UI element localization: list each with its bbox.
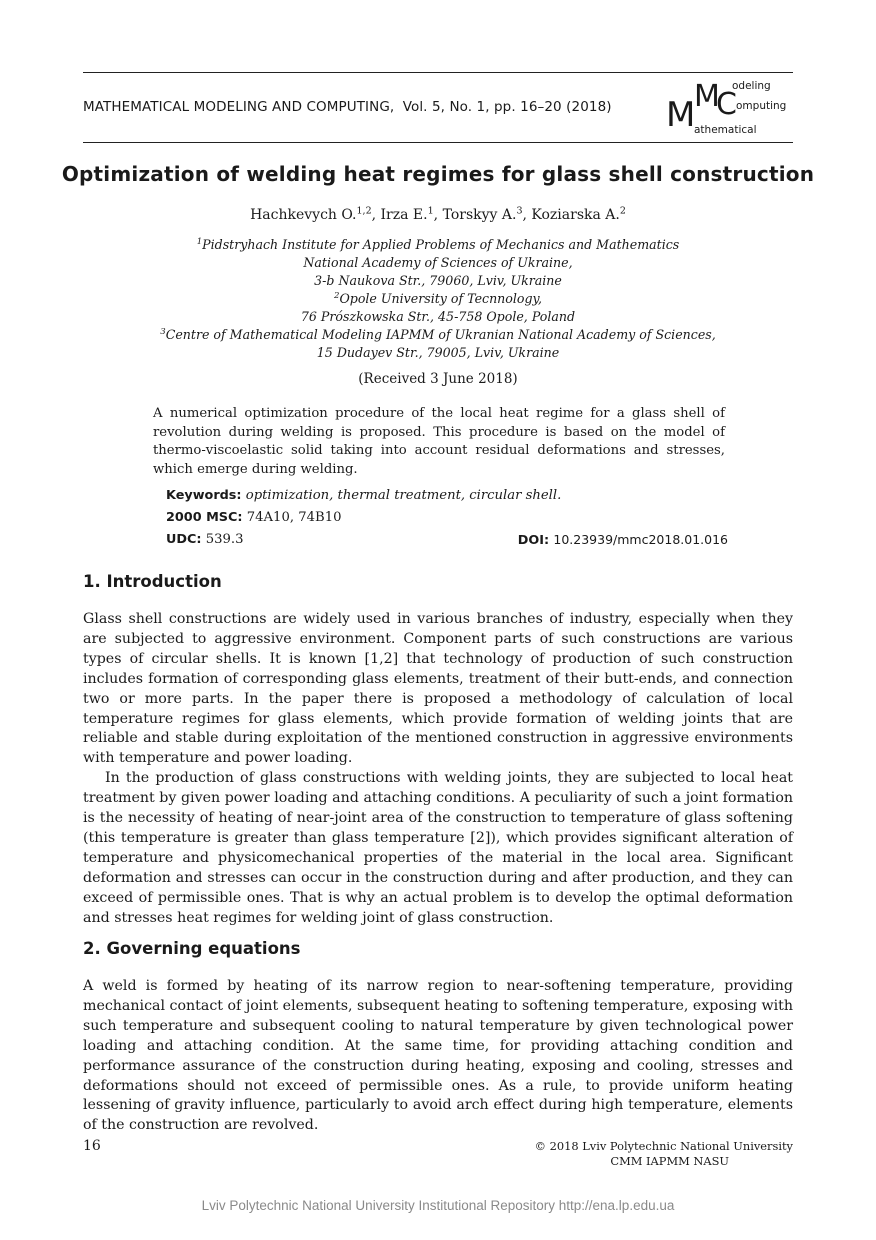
section-heading-introduction: 1. Introduction (83, 572, 222, 591)
affiliation-line: 15 Dudayev Str., 79005, Lviv, Ukraine (316, 345, 560, 360)
affiliation-line (0, 290, 876, 308)
journal-volume: Vol. 5, No. 1, pp. 16–20 (2018) (402, 99, 612, 115)
author-affil-sup: 1 (427, 205, 434, 217)
doi-link[interactable]: 10.23939/mmc2018.01.016 (553, 532, 728, 547)
header-bottom-rule (83, 142, 793, 143)
logo-word-odeling: odeling (732, 80, 771, 92)
affiliation-line: 3-b Naukova Str., 79060, Lviv, Ukraine (314, 273, 562, 288)
udc-label: UDC: (166, 532, 202, 547)
affiliation-line (0, 326, 876, 344)
author-list: Hachkevych O.$^{1,2}$, Irza E.$^1$, Torskyy A.$^3$, Koziarska A.$^2$ (250, 205, 626, 223)
affiliation-sup: 1 (196, 236, 203, 247)
journal-name: MATHEMATICAL MODELING AND COMPUTING, (83, 99, 395, 115)
mmc-logo (664, 78, 794, 140)
logo-word-omputing: omputing (736, 100, 787, 112)
doi-row (518, 529, 728, 552)
affiliation-line: National Academy of Sciences of Ukraine, (303, 255, 573, 270)
abstract: A numerical optimization procedure of the local heat regime for a glass shell of revolution during welding is proposed. This procedure is based on the model of thermo-viscoelastic solid taking into account residual deformations and stresses, which emerge during welding. (153, 406, 725, 477)
affiliation-text: Opole University of Tecnnology, (339, 291, 542, 306)
author-affil-sup: 3 (516, 205, 523, 217)
affiliations (0, 236, 876, 362)
author-name: Irza E. (380, 207, 428, 223)
author-name: Hachkevych O. (250, 207, 357, 223)
paragraph: A weld is formed by heating of its narrow region to near-softening temperature, providing mechanical contact of joint elements, subsequent heating to softening temperature, exposing with such temperature and subsequent cooling to natural temperature by given technological power loading and attaching condition. At the same time, for providing attaching condition and performance assurance of the construction during heating, exposing and cooling, stresses and deformations should not exceed of permissible ones. As a rule, to provide uniform heating lessening of gravity influence, particularly to avoid arch effect during high temperature, elements of the construction are revolved. (83, 978, 793, 1134)
received-date: (Received 3 June 2018) (358, 371, 518, 387)
keywords-label: Keywords: (166, 488, 242, 503)
section-body-governing-equations (83, 977, 793, 1136)
copyright-notice (535, 1139, 793, 1169)
paragraph: Glass shell constructions are widely used in various branches of industry, especially when they are subjected to aggressive environment. Component parts of such constructions are various types of circular shells. It is known [1,2] that technology of production of such construction includes formation of corresponding glass elements, treatment of their butt-ends, and connection two or more parts. In the paper there is proposed a methodology of calculation of local temperature regimes for glass elements, which provide formation of welding joints that are reliable and stable during exploitation of the mentioned construction in aggressive environments with temperature and power loading. (83, 611, 793, 767)
paragraph: In the production of glass constructions with welding joints, they are subjected to local heat treatment by given power loading and attaching conditions. A peculiarity of such a joint formation is the necessity of heating of near-joint area of the construction to temperature of glass softening (this temperature is greater than glass temperature [2]), which provides significant alteration of temperature and physicomechanical properties of the material in the local area. Significant deformation and stresses can occur in the construction during and after production, and they can exceed of permissible ones. That is why an actual problem is to develop the optimal deformation and stresses heat regimes for welding joint of glass construction. (83, 770, 793, 926)
affiliation-sup: 3 (160, 326, 166, 337)
author-name: Koziarska A. (531, 207, 620, 223)
copyright-line: CMM IAPMM NASU (610, 1154, 729, 1168)
logo-letter-m-large: M (666, 95, 696, 135)
logo-word-athematical: athematical (694, 124, 757, 136)
affiliation-line: 76 Prószkowska Str., 45-758 Opole, Poland (300, 309, 576, 324)
affiliation-text: Centre of Mathematical Modeling IAPMM of Ukranian National Academy of Sciences, (165, 327, 716, 342)
doi-label: DOI: (517, 533, 550, 548)
repository-watermark: Lviv Polytechnic National University Institutional Repository http://ena.lp.edu.ua (201, 1198, 675, 1213)
msc-value: 74A10, 74B10 (246, 510, 342, 525)
logo-letter-c: C (716, 87, 737, 122)
author-name: Torskyy A. (442, 207, 517, 223)
affiliation-sup: 2 (333, 290, 340, 301)
keywords-row (166, 485, 728, 507)
paper-title: Optimization of welding heat regimes for glass shell construction (61, 162, 815, 186)
page-number: 16 (83, 1138, 101, 1154)
author-affil-sup: 1,2 (356, 205, 372, 217)
msc-label: 2000 MSC: (166, 510, 243, 525)
journal-header (83, 99, 612, 115)
author-affil-sup: 2 (619, 205, 626, 217)
section-heading-governing-equations: 2. Governing equations (83, 939, 301, 958)
affiliation-line (0, 236, 876, 254)
udc-value: 539.3 (205, 532, 244, 547)
msc-row (166, 507, 728, 529)
affiliation-text: Pidstryhach Institute for Applied Problems of Mechanics and Mathematics (202, 237, 680, 252)
header-top-rule (83, 72, 793, 73)
section-body-introduction (83, 610, 793, 929)
copyright-line: © 2018 Lviv Polytechnic National University (534, 1139, 793, 1153)
keywords-value: optimization, thermal treatment, circular shell. (245, 488, 562, 503)
metadata-block (166, 485, 728, 551)
logo-letter-m: M (694, 79, 720, 114)
